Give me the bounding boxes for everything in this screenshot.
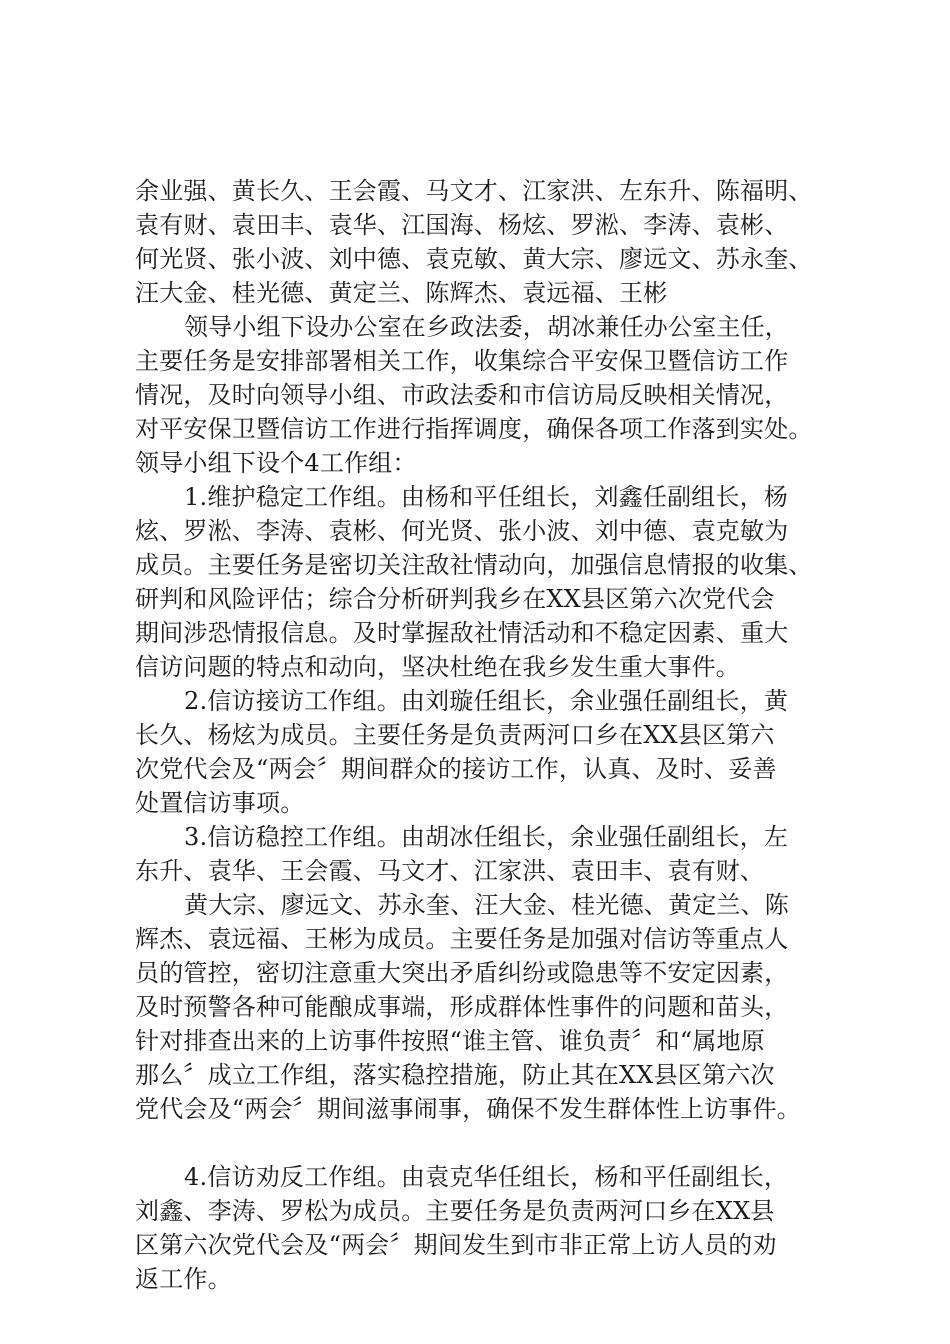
text-line: 研判和风险评估；综合分析研判我乡在XX县区第六次党代会 — [135, 585, 775, 613]
text-line: 次党代会及“两会〞期间群众的接访工作，认真、及时、妥善 — [135, 755, 777, 783]
text-line: 针对排查出来的上访事件按照“谁主管、谁负责〞和“属地原 — [135, 1027, 765, 1055]
text-line: 3.信访稳控工作组。由胡冰任组长，余业强任副组长，左 — [184, 823, 789, 851]
text-line: 员的管控，密切注意重大突出矛盾纠纷或隐患等不安定因素， — [135, 959, 789, 987]
text-line: 何光贤、张小波、刘中德、袁克敏、黄大宗、廖远文、苏永奎、 — [135, 245, 813, 273]
text-line: 党代会及“两会〞期间滋事闹事，确保不发生群体性上访事件。 — [135, 1095, 801, 1123]
text-line: 及时预警各种可能酿成事端，形成群体性事件的问题和苗头， — [135, 993, 789, 1021]
text-line: 主要任务是安排部署相关工作，收集综合平安保卫暨信访工作 — [135, 347, 789, 375]
text-line: 袁有财、袁田丰、袁华、江国海、杨炫、罗淞、李涛、袁彬、 — [135, 211, 789, 239]
text-line: 1.维护稳定工作组。由杨和平任组长，刘鑫任副组长，杨 — [184, 483, 789, 511]
text-line: 刘鑫、李涛、罗松为成员。主要任务是负责两河口乡在XX县 — [135, 1197, 775, 1225]
text-line: 期间涉恐情报信息。及时掌握敌社情活动和不稳定因素、重大 — [135, 619, 789, 647]
text-line: 余业强、黄长久、王会霞、马文才、江家洪、左东升、陈福明、 — [135, 177, 813, 205]
text-line: 领导小组下设办公室在乡政法委，胡冰兼任办公室主任， — [184, 313, 789, 341]
text-line: 处置信访事项。 — [135, 789, 305, 817]
text-line: 东升、袁华、王会霞、马文才、江家洪、袁田丰、袁有财、 — [135, 857, 765, 885]
text-line: 信访问题的特点和动向，坚决杜绝在我乡发生重大事件。 — [135, 653, 740, 681]
text-line: 对平安保卫暨信访工作进行指挥调度，确保各项工作落到实处。 — [135, 415, 813, 443]
text-line: 成员。主要任务是密切关注敌社情动向，加强信息情报的收集、 — [135, 551, 813, 579]
text-line: 返工作。 — [135, 1265, 232, 1293]
text-line: 领导小组下设个4工作组： — [135, 449, 417, 477]
text-line: 长久、杨炫为成员。主要任务是负责两河口乡在XX县区第六 — [135, 721, 775, 749]
text-line: 情况，及时向领导小组、市政法委和市信访局反映相关情况， — [135, 381, 789, 409]
text-line: 那么〞成立工作组，落实稳控措施，防止其在XX县区第六次 — [135, 1061, 775, 1089]
text-line: 黄大宗、廖远文、苏永奎、汪大金、桂光德、黄定兰、陈 — [184, 891, 789, 919]
text-line: 汪大金、桂光德、黄定兰、陈辉杰、袁远福、王彬 — [135, 279, 668, 307]
text-line: 4.信访劝反工作组。由袁克华任组长，杨和平任副组长， — [184, 1163, 789, 1191]
text-line: 2.信访接访工作组。由刘璇任组长，余业强任副组长，黄 — [184, 687, 789, 715]
text-line: 辉杰、袁远福、王彬为成员。主要任务是加强对信访等重点人 — [135, 925, 789, 953]
text-line: 区第六次党代会及“两会〞期间发生到市非正常上访人员的劝 — [135, 1231, 777, 1259]
text-line: 炫、罗淞、李涛、袁彬、何光贤、张小波、刘中德、袁克敏为 — [135, 517, 789, 545]
